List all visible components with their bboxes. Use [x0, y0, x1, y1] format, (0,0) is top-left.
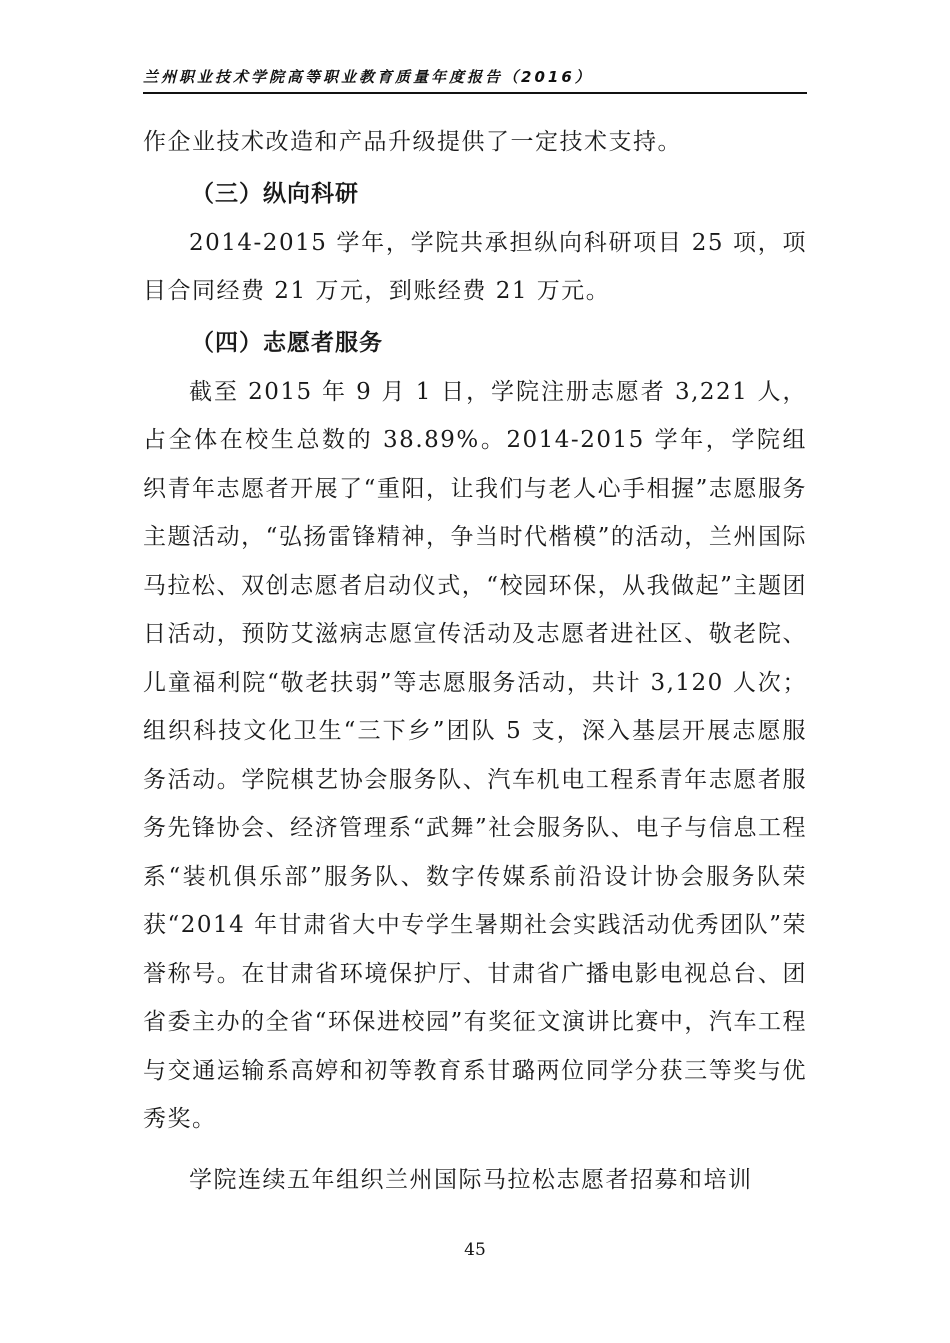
header-rule — [143, 92, 807, 94]
volunteer-service-paragraph: 截至 2015 年 9 月 1 日，学院注册志愿者 3,221 人，占全体在校生总数的 38.89%。2014-2015 学年，学院组织青年志愿者开展了“重阳，让我们与老人心手相握”志愿服务主题活动，“弘扬雷锋精神，争当时代楷模”的活动，兰州国际马拉松、双创志愿者启动仪式，“校园环保，从我做起”主题团日活动，预防艾滋病志愿宣传活动及志愿者进社区、敬老院、儿童福利院“敬老扶弱”等志愿服务活动，共计 3,120 人次；组织科技文化卫生“三下乡”团队 5 支，深入基层开展志愿服务活动。学院棋艺协会服务队、汽车机电工程系青年志愿者服务先锋协会、经济管理系“武舞”社会服务队、电子与信息工程系“装机俱乐部”服务队、数字传媒系前沿设计协会服务队荣获“2014 年甘肃省大中专学生暑期社会实践活动优秀团队”荣誉称号。在甘肃省环境保护厅、甘肃省广播电影电视总台、团省委主办的全省“环保进校园”有奖征文演讲比赛中，汽车工程与交通运输系高婷和初等教育系甘璐两位同学分获三等奖与优秀奖。 — [143, 378, 807, 1132]
marathon-volunteer-paragraph: 学院连续五年组织兰州国际马拉松志愿者招募和培训 — [189, 1166, 753, 1193]
running-header: 兰州职业技术学院高等职业教育质量年度报告（2016） — [143, 68, 593, 86]
section-heading-vertical-research: （三）纵向科研 — [191, 180, 359, 207]
vertical-research-paragraph: 2014-2015 学年，学院共承担纵向科研项目 25 项，项目合同经费 21 万元，到账经费 21 万元。 — [143, 229, 807, 304]
section-heading-volunteer-service: （四）志愿者服务 — [191, 329, 383, 356]
page-content — [143, 118, 807, 1204]
continuation-paragraph: 作企业技术改造和产品升级提供了一定技术支持。 — [143, 129, 682, 155]
page-number: 45 — [464, 1240, 486, 1260]
